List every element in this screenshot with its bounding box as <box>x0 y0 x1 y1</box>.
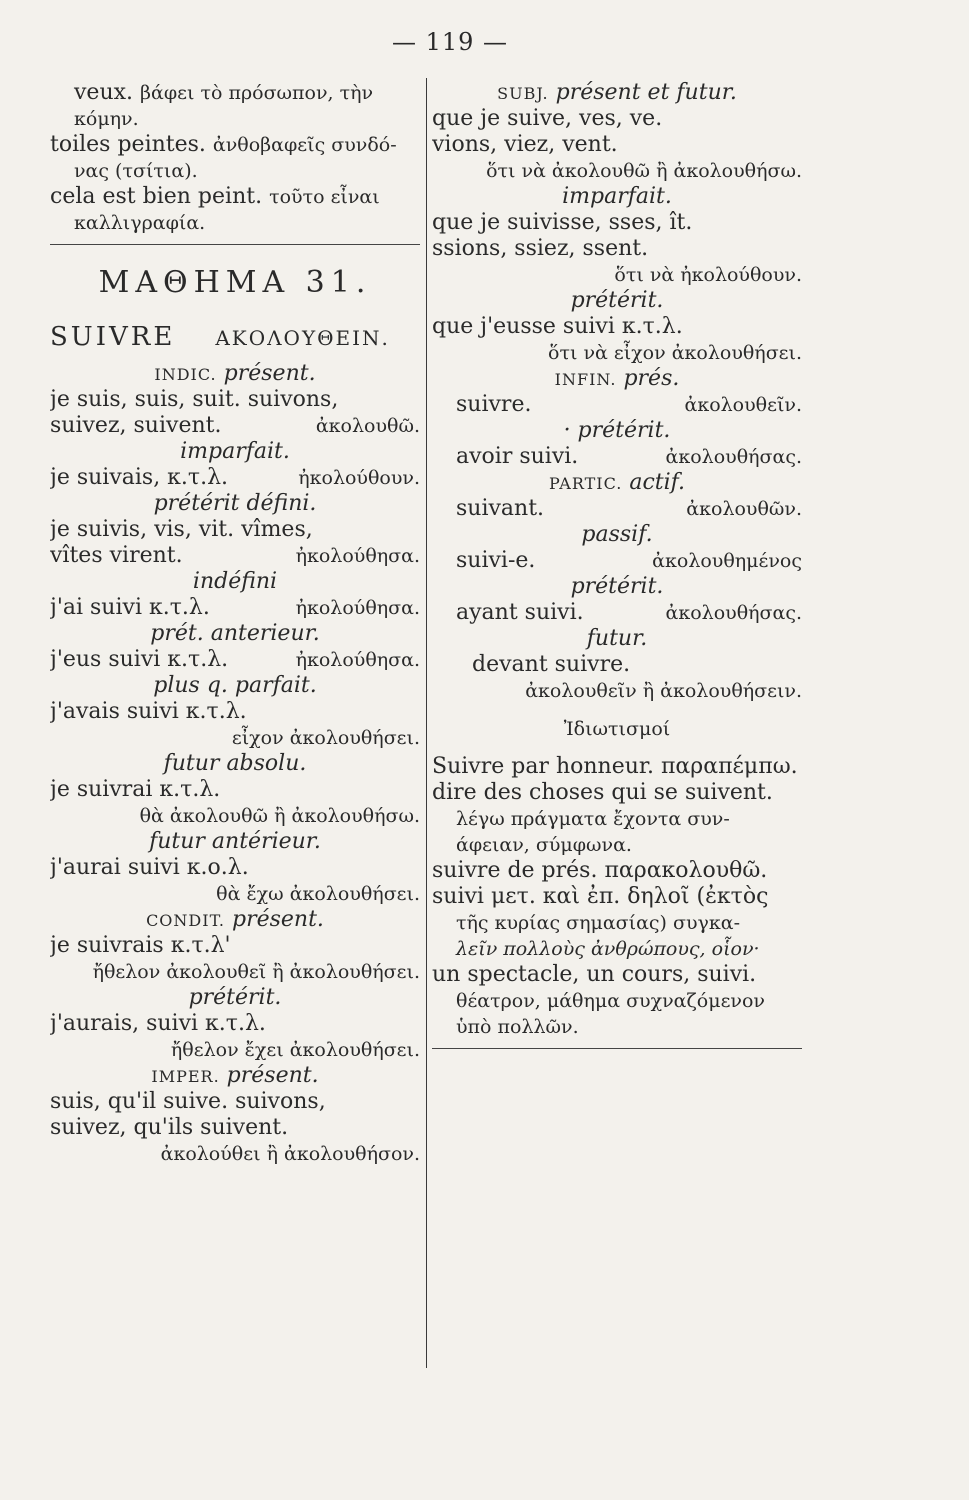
left-column <box>50 80 420 1167</box>
intro-line <box>50 158 420 184</box>
greek-text: ἠκολούθησα. <box>295 597 420 619</box>
tense-name: présent. <box>231 907 324 932</box>
tense-label: prétérit. <box>188 985 282 1010</box>
greek-text: νας (τσίτια). <box>74 160 198 182</box>
greek-line: ἀκολουθεῖν ἢ ἀκολουθήσειν. <box>525 680 802 702</box>
section-rule <box>432 1048 802 1049</box>
greek-line: θὰ ἀκολουθῶ ἢ ἀκολουθήσω. <box>139 805 420 827</box>
mood-label <box>50 907 420 933</box>
right-column <box>432 80 802 1057</box>
conj-line: vions, viez, vent. <box>432 132 618 157</box>
mood-label <box>432 80 802 106</box>
intro-line <box>50 80 420 106</box>
tense-label: futur absolu. <box>163 751 307 776</box>
idiom-line: Suivre par honneur. παραπέμπω. <box>432 754 798 779</box>
conj-line: ssions, ssiez, ssent. <box>432 236 649 261</box>
greek-text: ἀκολουθημένος <box>652 550 802 572</box>
page-number: — 119 — <box>391 28 509 56</box>
tense-name: présent et futur. <box>555 80 737 105</box>
tense-label: imparfait. <box>562 184 672 209</box>
mood-label <box>50 1063 420 1089</box>
conj-line: je suivrai κ.τ.λ. <box>50 777 221 802</box>
greek-text: ἠκολούθησα. <box>295 649 420 671</box>
greek-text: ἀκολουθήσας. <box>665 602 802 624</box>
conj-line: suis, qu'il suive. suivons, <box>50 1089 326 1114</box>
french-text: avoir suivi. <box>456 444 579 469</box>
conj-line: devant suivre. <box>472 652 631 677</box>
mood-label <box>50 361 420 387</box>
conj-line <box>432 600 802 626</box>
greek-line: ὅτι νὰ ἠκολούθουν. <box>614 264 802 286</box>
french-text: j'eus suivi κ.τ.λ. <box>50 647 229 672</box>
section-rule <box>50 244 420 245</box>
tense-label: plus q. parfait. <box>153 673 317 698</box>
idiom-line: άφειαν, σύμφωνα. <box>456 834 632 856</box>
greek-text: ἀκολουθῶ. <box>315 415 420 437</box>
greek-line: ἤθελον ἀκολουθεῖ ἢ ἀκολουθήσει. <box>92 961 420 983</box>
mood-label <box>432 470 802 496</box>
french-text: suivez, suivent. <box>50 413 222 438</box>
conj-line <box>50 595 420 621</box>
tense-name: présent. <box>223 361 316 386</box>
tense-label: prétérit. <box>570 574 664 599</box>
column-divider <box>426 78 427 1368</box>
intro-line <box>50 184 420 210</box>
lesson-title: ΜΑΘΗΜΑ 31. <box>98 265 372 300</box>
conj-line <box>50 413 420 439</box>
mood-name: PARTIC. <box>548 474 623 493</box>
idiom-line: λέγω πράγματα ἔχοντα συν- <box>456 808 730 830</box>
tense-label: prétérit défini. <box>153 491 317 516</box>
tense-name: présent. <box>226 1063 319 1088</box>
tense-label: futur. <box>586 626 648 651</box>
mood-name: CONDIT. <box>146 911 225 930</box>
french-text: suivre. <box>456 392 532 417</box>
french-text: suivant. <box>456 496 545 521</box>
conj-line: que je suive, ves, ve. <box>432 106 663 131</box>
greek-text: ἀκολουθεῖν. <box>684 394 802 416</box>
conj-line <box>432 444 802 470</box>
mood-name: INDIC. <box>154 365 217 384</box>
greek-line: εἶχον ἀκολουθήσει. <box>231 727 420 749</box>
french-text: toiles peintes. <box>50 132 206 157</box>
conj-line: que j'eusse suivi κ.τ.λ. <box>432 314 683 339</box>
verb-heading-fr: SUIVRE <box>50 322 176 352</box>
tense-label: indéfini <box>192 569 278 594</box>
french-text: j'ai suivi κ.τ.λ. <box>50 595 210 620</box>
french-text: vîtes virent. <box>50 543 183 568</box>
conj-line <box>432 548 802 574</box>
french-text: je suivais, κ.τ.λ. <box>50 465 229 490</box>
idiom-heading: Ἰδιωτισμοί <box>563 718 671 740</box>
idiom-line: suivi μετ. καὶ ἐπ. δηλοῖ (ἐκτὸς <box>432 884 769 909</box>
mood-label <box>432 366 802 392</box>
tense-label: passif. <box>581 522 653 547</box>
conj-line <box>50 465 420 491</box>
idiom-line: λεῖν πολλοὺς ἀνθρώπους, οἷον· <box>456 938 760 960</box>
conj-line: je suis, suis, suit. suivons, <box>50 387 339 412</box>
greek-text: ἀκολουθῶν. <box>686 498 802 520</box>
tense-label: imparfait. <box>180 439 290 464</box>
greek-line: ἀκολούθει ἢ ἀκολουθήσον. <box>160 1143 420 1165</box>
conj-line <box>50 647 420 673</box>
tense-label: · prétérit. <box>563 418 671 443</box>
conj-line: suivez, qu'ils suivent. <box>50 1115 289 1140</box>
greek-line: ὅτι νὰ ἀκολουθῶ ἢ ἀκολουθήσω. <box>486 160 802 182</box>
mood-name: IMPER. <box>151 1067 220 1086</box>
conj-line <box>432 392 802 418</box>
tense-label: prétérit. <box>570 288 664 313</box>
conj-line: je suivis, vis, vit. vîmes, <box>50 517 313 542</box>
intro-line <box>50 210 420 236</box>
tense-name: prés. <box>623 366 680 391</box>
greek-line: ἤθελον ἔχει ἀκολουθήσει. <box>170 1039 420 1061</box>
intro-line <box>50 106 420 132</box>
mood-name: SUBJ. <box>497 84 549 103</box>
french-text: suivi-e. <box>456 548 536 573</box>
idiom-line: τῆς κυρίας σημασίας) συγκα- <box>456 912 741 934</box>
conj-line: que je suivisse, sses, ît. <box>432 210 693 235</box>
greek-text: καλλιγραφία. <box>74 212 206 234</box>
tense-label: futur antérieur. <box>149 829 321 854</box>
conj-line: j'avais suivi κ.τ.λ. <box>50 699 247 724</box>
greek-line: θὰ ἔχω ἀκολουθήσει. <box>216 883 420 905</box>
greek-text: ἠκολούθησα. <box>295 545 420 567</box>
idiom-line: ὑπὸ πολλῶν. <box>456 1016 579 1038</box>
verb-heading-gk: ΑΚΟΛΟΥΘΕΙΝ. <box>215 326 390 350</box>
idiom-line: un spectacle, un cours, suivi. <box>432 962 757 987</box>
french-text: ayant suivi. <box>456 600 584 625</box>
conj-line: je suivrais κ.τ.λ' <box>50 933 231 958</box>
greek-text: βάφει τὸ πρόσωπον, τὴν <box>140 82 374 104</box>
greek-text: ἀκολουθήσας. <box>665 446 802 468</box>
tense-label: prét. anterieur. <box>150 621 320 646</box>
tense-name: actif. <box>629 470 686 495</box>
french-text: cela est bien peint. <box>50 184 263 209</box>
greek-text: ἠκολούθουν. <box>298 467 420 489</box>
conj-line <box>50 543 420 569</box>
idiom-line: suivre de prés. παρακολουθῶ. <box>432 858 768 883</box>
mood-name: INFIN. <box>554 370 617 389</box>
conj-line <box>432 496 802 522</box>
conj-line: j'aurais, suivi κ.τ.λ. <box>50 1011 266 1036</box>
idiom-line: θέατρον, μάθημα συχναζόμενον <box>456 990 765 1012</box>
idiom-line: dire des choses qui se suivent. <box>432 780 773 805</box>
greek-text: κόμην. <box>74 108 139 130</box>
verb-heading <box>50 313 420 361</box>
french-text: veux. <box>74 80 134 105</box>
greek-text: τοῦτο εἶναι <box>269 186 380 208</box>
conj-line: j'aurai suivi κ.ο.λ. <box>50 855 249 880</box>
greek-line: ὅτι νὰ εἶχον ἀκολουθήσει. <box>548 342 802 364</box>
intro-line <box>50 132 420 158</box>
greek-text: ἀνθοβαφεῖς συνδό- <box>212 134 397 156</box>
